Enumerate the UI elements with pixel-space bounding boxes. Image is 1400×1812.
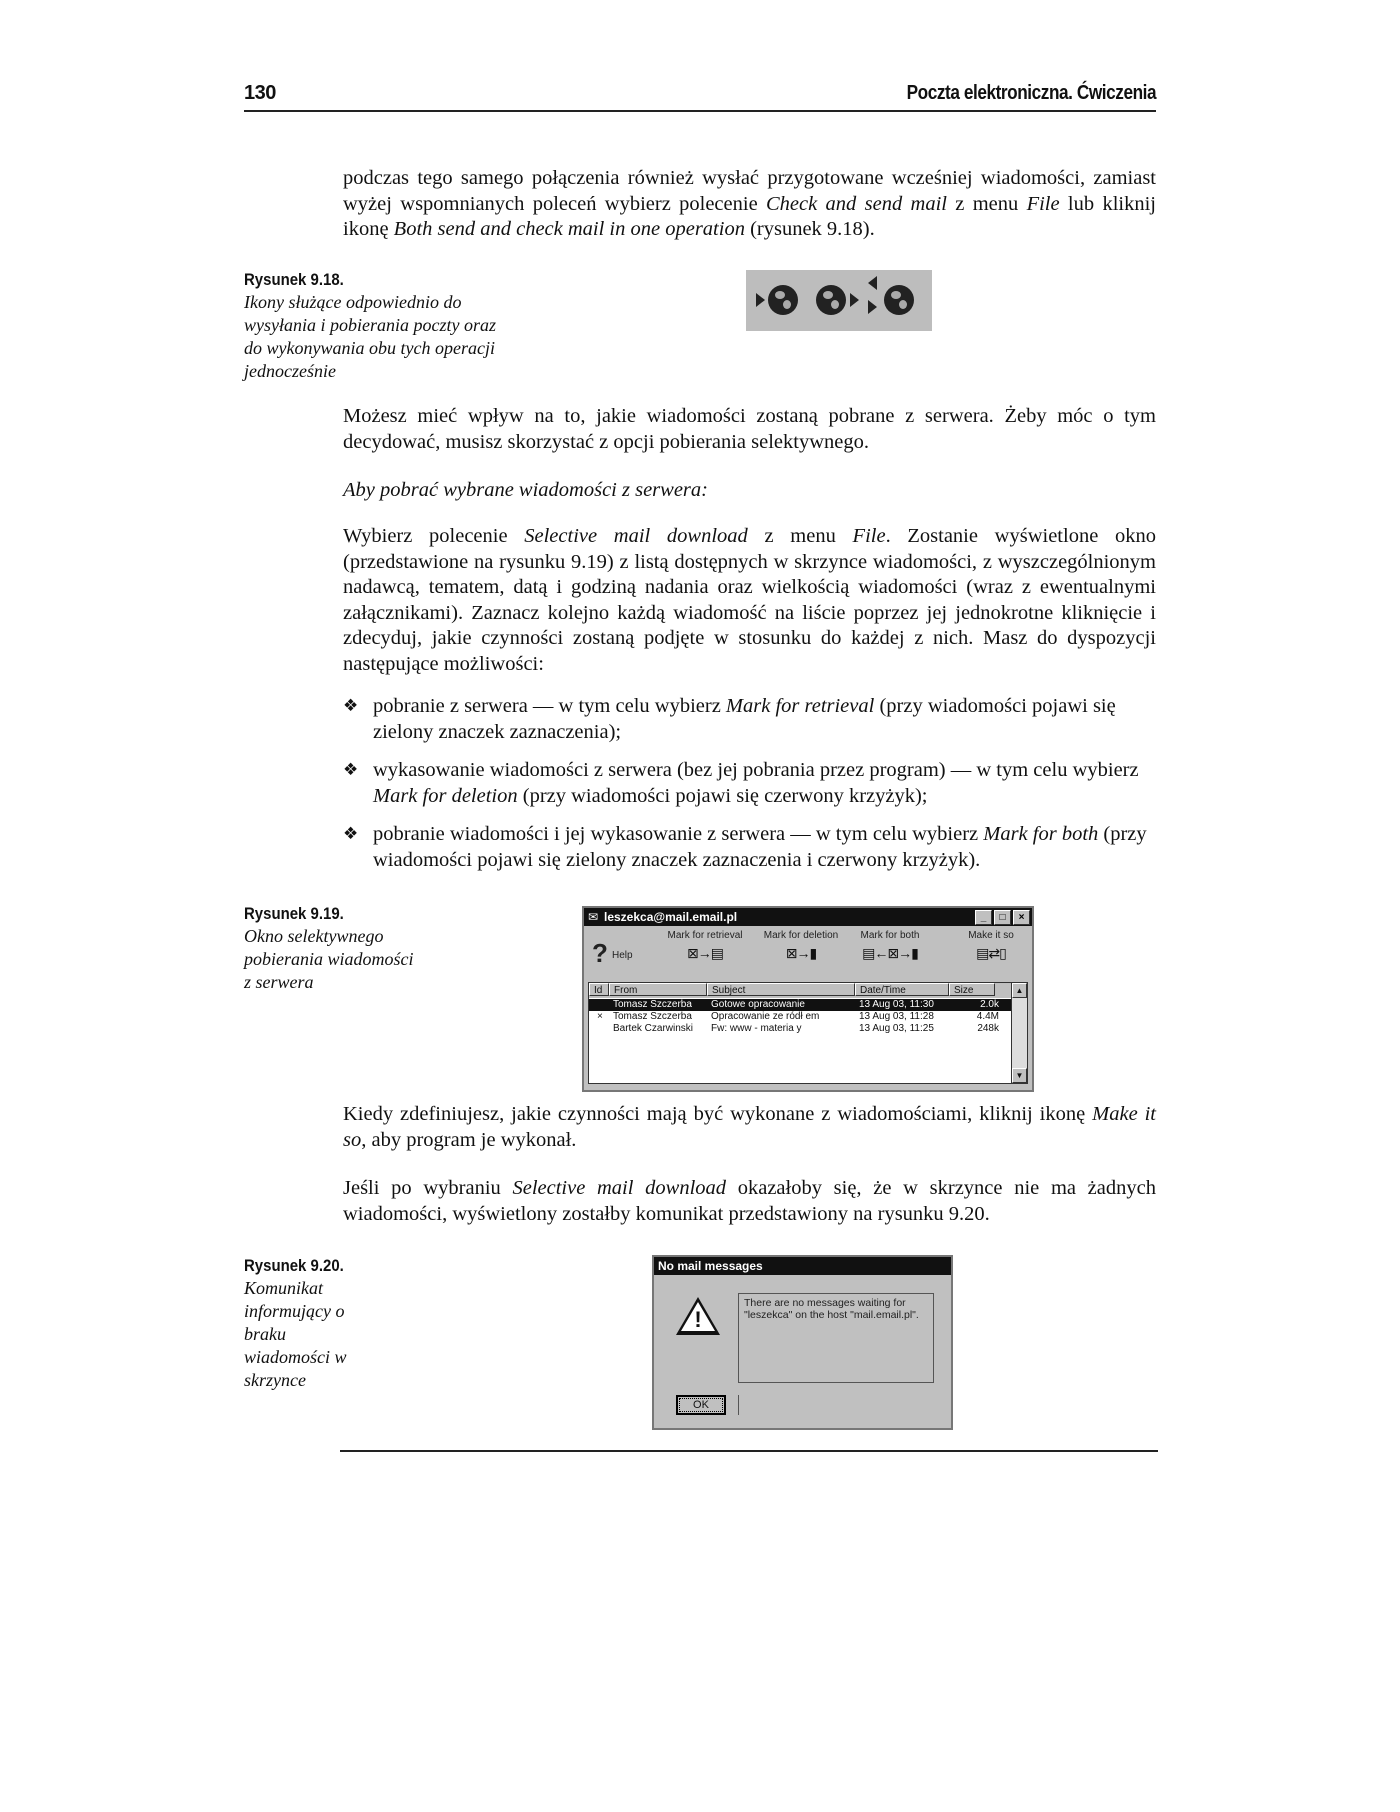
caption-text: Komunikat informujący o braku wiadomości w skrzynce xyxy=(244,1278,347,1390)
caption-fig-9-19 xyxy=(244,902,414,994)
ok-button[interactable] xyxy=(676,1395,726,1415)
page-number: 130 xyxy=(244,82,276,104)
paragraph-1: podczas tego samego połączenia również wysłać przygotowane wcześniej wiadomości, zamiast wyżej wspomnianych poleceń wybierz polecenie Check and send mail z menu File lub kliknij ikonę Both send and check mail in one operation (rysunek 9.18). xyxy=(343,167,1156,240)
row-subject: Opracowanie ze ródł em xyxy=(711,1011,820,1022)
list-item: ❖ pobranie z serwera — w tym celu wybierz Mark for retrieval (przy wiadomości pojawi się zielony znaczek zaznaczenia); xyxy=(343,695,1116,743)
header-rule xyxy=(244,110,1156,112)
column-date-time[interactable]: Date/Time xyxy=(855,983,949,996)
vertical-scrollbar[interactable] xyxy=(1011,982,1028,1084)
row-subject: Fw: www - materia y xyxy=(711,1023,802,1034)
help-question-icon: ? xyxy=(592,938,608,968)
check-mail-globe-icon xyxy=(816,285,846,315)
column-id[interactable]: Id xyxy=(589,983,609,996)
list-item: ❖ wykasowanie wiadomości z serwera (bez jej pobrania przez program) — w tym celu wybierz Mark for deletion (przy wiadomości pojawi się czerwony krzyżyk); xyxy=(343,759,1139,807)
make-it-so-button[interactable] xyxy=(956,930,1026,962)
figure-9-18-icons xyxy=(746,270,932,331)
row-date: 13 Aug 03, 11:25 xyxy=(859,1023,934,1034)
no-mail-dialog xyxy=(652,1255,953,1430)
bullet-diamond-icon: ❖ xyxy=(343,760,359,780)
both-up-arrow-icon xyxy=(868,276,877,290)
paragraph-2: Możesz mieć wpływ na to, jakie wiadomości zostaną pobrane z serwera. Żeby móc o tym decydować, musisz skorzystać z opcji pobierania selektywnego. xyxy=(343,405,1156,453)
list-item: ❖ pobranie wiadomości i jej wykasowanie z serwera — w tym celu wybierz Mark for both (przy wiadomości pojawi się zielony znaczek zaznaczenia i czerwony krzyżyk). xyxy=(343,823,1147,871)
row-size: 4.4M xyxy=(976,1011,999,1022)
paragraph-3: Aby pobrać wybrane wiadomości z serwera: xyxy=(343,479,708,501)
scroll-up-icon[interactable]: ▲ xyxy=(1012,983,1027,998)
running-title: Poczta elektroniczna. Ćwiczenia xyxy=(906,82,1156,104)
deletion-icon: ⊠→▮ xyxy=(785,945,817,961)
paragraph-5: Kiedy zdefiniujesz, jakie czynności mają być wykonane z wiadomościami, kliknij ikonę Make it so, aby program je wykonał. xyxy=(343,1103,1156,1151)
window-title-bar[interactable] xyxy=(584,908,1032,926)
mail-app-icon: ✉ xyxy=(588,910,599,924)
maximize-button[interactable]: □ xyxy=(994,910,1011,925)
dialog-title-bar[interactable] xyxy=(654,1257,951,1275)
row-from: Bartek Czarwinski xyxy=(613,1023,694,1034)
row-from: Tomasz Szczerba xyxy=(613,1011,692,1022)
column-from[interactable]: From xyxy=(609,983,707,996)
send-arrow-icon xyxy=(756,293,765,307)
caption-label: Rysunek 9.20. xyxy=(244,1256,344,1275)
dialog-divider xyxy=(738,1395,739,1415)
row-subject: Gotowe opracowanie xyxy=(711,999,805,1010)
row-date: 13 Aug 03, 11:30 xyxy=(859,999,934,1010)
warning-exclamation-icon: ! xyxy=(694,1307,702,1332)
list-header xyxy=(589,983,1011,998)
retrieval-icon: ⊠→▤ xyxy=(687,945,723,961)
bullet-diamond-icon: ❖ xyxy=(343,696,359,716)
bottom-rule xyxy=(340,1450,1158,1452)
make-it-so-icon: ▤⇄▯ xyxy=(976,945,1006,961)
bullet-diamond-icon: ❖ xyxy=(343,824,359,844)
row-size: 2.0k xyxy=(980,999,999,1010)
row-from: Tomasz Szczerba xyxy=(613,999,692,1010)
table-row[interactable] xyxy=(589,1011,1011,1023)
options-list xyxy=(343,694,1156,886)
column-size[interactable]: Size xyxy=(949,983,995,996)
mark-retrieval-button[interactable] xyxy=(660,930,750,962)
window-title: leszekca@mail.email.pl xyxy=(604,910,738,924)
both-icon: ▤←⊠→▮ xyxy=(862,945,918,961)
caption-label: Rysunek 9.19. xyxy=(244,904,344,923)
message-list[interactable] xyxy=(588,982,1012,1084)
row-date: 13 Aug 03, 11:28 xyxy=(859,1011,934,1022)
column-subject[interactable]: Subject xyxy=(707,983,855,996)
table-row[interactable] xyxy=(589,1023,1011,1035)
mark-deletion-button[interactable] xyxy=(756,930,846,962)
ok-label: OK xyxy=(679,1398,723,1412)
caption-text: Ikony służące odpowiednio do wysyłania i pobierania poczty oraz do wykonywania obu tych operacji jednocześnie xyxy=(244,292,496,381)
mark-both-button[interactable] xyxy=(850,930,930,962)
scroll-down-icon[interactable]: ▼ xyxy=(1012,1068,1027,1083)
row-size: 248k xyxy=(977,1023,999,1034)
paragraph-4: Wybierz polecenie Selective mail download z menu File. Zostanie wyświetlone okno (przedstawione na rysunku 9.19) z listą dostępnych w skrzynce wiadomości, z wyszczególnionym nadawcą, tematem, datą i godziną nadania oraz wielkością wiadomości (wraz z ewentualnymi załącznikami). Zaznacz kolejno każdą wiadomość na liście poprzez jej jednokrotne kliknięcie i zdecyduj, jakie czynności zostaną podjęte w stosunku do każdej z nich. Masz do dyspozycji następujące możliwości: xyxy=(343,525,1156,675)
toolbar xyxy=(588,930,1028,980)
help-label: Help xyxy=(612,950,633,961)
send-mail-globe-icon xyxy=(768,285,798,315)
caption-fig-9-18 xyxy=(244,268,514,383)
caption-text: Okno selektywnego pobierania wiadomości z serwera xyxy=(244,926,414,992)
mark-both-label: Mark for both xyxy=(860,930,920,941)
caption-fig-9-20 xyxy=(244,1254,364,1392)
dialog-title: No mail messages xyxy=(658,1259,763,1273)
caption-label: Rysunek 9.18. xyxy=(244,270,344,289)
minimize-button[interactable]: _ xyxy=(975,910,992,925)
paragraph-6: Jeśli po wybraniu Selective mail download okazałoby się, że w skrzynce nie ma żadnych wiadomości, wyświetlony zostałby komunikat przedstawiony na rysunku 9.20. xyxy=(343,1177,1156,1225)
dialog-message: There are no messages waiting for "leszekca" on the host "mail.email.pl". xyxy=(738,1293,934,1383)
check-arrow-icon xyxy=(850,293,859,307)
both-down-arrow-icon xyxy=(868,300,877,314)
table-row[interactable] xyxy=(589,999,1011,1011)
row-mark: × xyxy=(597,1011,603,1022)
mark-retrieval-label: Mark for retrieval xyxy=(667,930,743,941)
mark-deletion-label: Mark for deletion xyxy=(763,930,839,941)
close-button[interactable]: × xyxy=(1013,910,1030,925)
both-mail-globe-icon xyxy=(884,285,914,315)
selective-download-window xyxy=(582,906,1034,1092)
make-it-so-label: Make it so xyxy=(968,930,1014,941)
